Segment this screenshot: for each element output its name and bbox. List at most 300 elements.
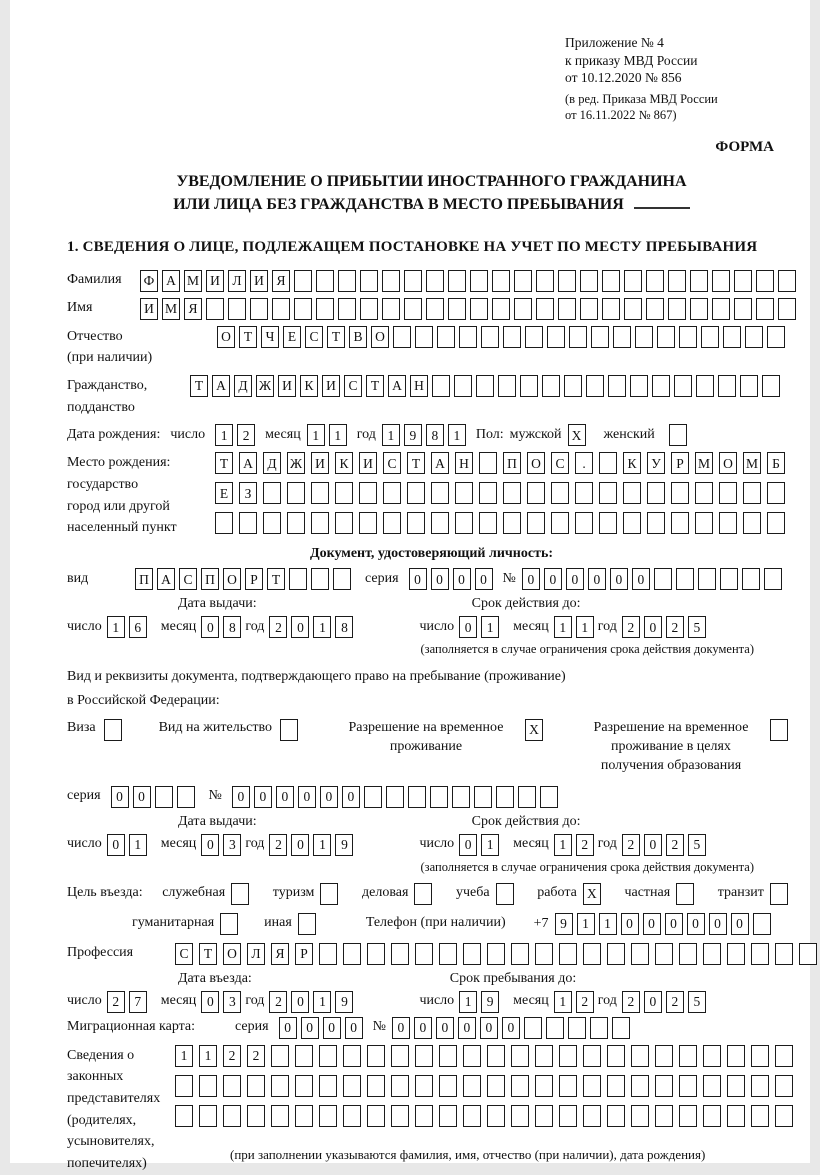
- char-box[interactable]: [631, 1105, 649, 1127]
- char-box[interactable]: [476, 375, 494, 397]
- char-box[interactable]: [655, 1105, 673, 1127]
- char-box[interactable]: 2: [237, 424, 255, 446]
- char-box[interactable]: [583, 1045, 601, 1067]
- char-box[interactable]: 1: [554, 616, 572, 638]
- char-box[interactable]: [415, 1045, 433, 1067]
- char-box[interactable]: [223, 1105, 241, 1127]
- char-box[interactable]: [319, 1075, 337, 1097]
- char-box[interactable]: [492, 270, 510, 292]
- char-box[interactable]: .: [575, 452, 593, 474]
- char-box[interactable]: 0: [392, 1017, 410, 1039]
- char-box[interactable]: 0: [323, 1017, 341, 1039]
- char-box[interactable]: И: [322, 375, 340, 397]
- char-box[interactable]: [228, 298, 246, 320]
- char-box[interactable]: [753, 913, 771, 935]
- char-box[interactable]: [239, 512, 257, 534]
- char-box[interactable]: [727, 1105, 745, 1127]
- char-box[interactable]: 1: [576, 616, 594, 638]
- char-box[interactable]: [607, 1105, 625, 1127]
- char-box[interactable]: [431, 512, 449, 534]
- char-box[interactable]: [404, 270, 422, 292]
- char-box[interactable]: Д: [234, 375, 252, 397]
- char-box[interactable]: А: [239, 452, 257, 474]
- char-box[interactable]: А: [388, 375, 406, 397]
- char-box[interactable]: [535, 1045, 553, 1067]
- char-box[interactable]: [215, 512, 233, 534]
- char-box[interactable]: [778, 298, 796, 320]
- char-box[interactable]: 1: [107, 616, 125, 638]
- char-box[interactable]: А: [212, 375, 230, 397]
- char-box[interactable]: С: [383, 452, 401, 474]
- char-box[interactable]: [575, 512, 593, 534]
- char-box[interactable]: [767, 512, 785, 534]
- char-box[interactable]: 0: [201, 616, 219, 638]
- char-box[interactable]: 0: [709, 913, 727, 935]
- char-box[interactable]: [590, 1017, 608, 1039]
- char-box[interactable]: И: [359, 452, 377, 474]
- char-box[interactable]: [569, 326, 587, 348]
- char-box[interactable]: [551, 512, 569, 534]
- char-box[interactable]: X: [583, 883, 601, 905]
- char-box[interactable]: [727, 943, 745, 965]
- char-box[interactable]: [624, 298, 642, 320]
- char-box[interactable]: [559, 1075, 577, 1097]
- char-box[interactable]: Ф: [140, 270, 158, 292]
- char-box[interactable]: 5: [688, 616, 706, 638]
- char-box[interactable]: [723, 326, 741, 348]
- char-box[interactable]: 2: [223, 1045, 241, 1067]
- char-box[interactable]: X: [568, 424, 586, 446]
- char-box[interactable]: Ж: [256, 375, 274, 397]
- char-box[interactable]: [751, 1105, 769, 1127]
- char-box[interactable]: Ж: [287, 452, 305, 474]
- char-box[interactable]: [703, 1045, 721, 1067]
- char-box[interactable]: 0: [453, 568, 471, 590]
- char-box[interactable]: [630, 375, 648, 397]
- char-box[interactable]: 3: [223, 834, 241, 856]
- char-box[interactable]: [247, 1105, 265, 1127]
- char-box[interactable]: [415, 326, 433, 348]
- char-box[interactable]: [263, 512, 281, 534]
- char-box[interactable]: 0: [566, 568, 584, 590]
- char-box[interactable]: [535, 943, 553, 965]
- char-box[interactable]: [607, 1075, 625, 1097]
- char-box[interactable]: 9: [404, 424, 422, 446]
- char-box[interactable]: [343, 1105, 361, 1127]
- char-box[interactable]: [575, 482, 593, 504]
- char-box[interactable]: Л: [247, 943, 265, 965]
- char-box[interactable]: [559, 1045, 577, 1067]
- char-box[interactable]: [439, 1045, 457, 1067]
- char-box[interactable]: [770, 883, 788, 905]
- char-box[interactable]: [474, 786, 492, 808]
- char-box[interactable]: 0: [111, 786, 129, 808]
- char-box[interactable]: [463, 1105, 481, 1127]
- char-box[interactable]: С: [305, 326, 323, 348]
- char-box[interactable]: [479, 512, 497, 534]
- char-box[interactable]: [439, 1075, 457, 1097]
- char-box[interactable]: 0: [254, 786, 272, 808]
- char-box[interactable]: 0: [276, 786, 294, 808]
- char-box[interactable]: [718, 375, 736, 397]
- char-box[interactable]: Л: [228, 270, 246, 292]
- char-box[interactable]: [367, 943, 385, 965]
- char-box[interactable]: 1: [329, 424, 347, 446]
- char-box[interactable]: [652, 375, 670, 397]
- char-box[interactable]: [647, 512, 665, 534]
- char-box[interactable]: [514, 298, 532, 320]
- char-box[interactable]: [414, 883, 432, 905]
- char-box[interactable]: [527, 482, 545, 504]
- char-box[interactable]: 0: [480, 1017, 498, 1039]
- char-box[interactable]: [727, 1075, 745, 1097]
- char-box[interactable]: [439, 943, 457, 965]
- char-box[interactable]: [612, 1017, 630, 1039]
- char-box[interactable]: [703, 943, 721, 965]
- char-box[interactable]: 7: [129, 991, 147, 1013]
- char-box[interactable]: С: [551, 452, 569, 474]
- char-box[interactable]: [503, 326, 521, 348]
- char-box[interactable]: 0: [291, 834, 309, 856]
- char-box[interactable]: [295, 1075, 313, 1097]
- char-box[interactable]: П: [201, 568, 219, 590]
- char-box[interactable]: О: [527, 452, 545, 474]
- char-box[interactable]: [271, 1075, 289, 1097]
- char-box[interactable]: [657, 326, 675, 348]
- char-box[interactable]: [520, 375, 538, 397]
- char-box[interactable]: 1: [313, 991, 331, 1013]
- char-box[interactable]: И: [278, 375, 296, 397]
- char-box[interactable]: [671, 482, 689, 504]
- char-box[interactable]: [767, 482, 785, 504]
- char-box[interactable]: 6: [129, 616, 147, 638]
- char-box[interactable]: [695, 512, 713, 534]
- char-box[interactable]: [542, 375, 560, 397]
- char-box[interactable]: [338, 270, 356, 292]
- char-box[interactable]: [583, 1075, 601, 1097]
- char-box[interactable]: [487, 1105, 505, 1127]
- char-box[interactable]: Е: [215, 482, 233, 504]
- char-box[interactable]: [535, 1105, 553, 1127]
- char-box[interactable]: О: [719, 452, 737, 474]
- char-box[interactable]: X: [525, 719, 543, 741]
- char-box[interactable]: 0: [687, 913, 705, 935]
- char-box[interactable]: [470, 298, 488, 320]
- char-box[interactable]: 0: [621, 913, 639, 935]
- char-box[interactable]: Т: [190, 375, 208, 397]
- char-box[interactable]: [591, 326, 609, 348]
- char-box[interactable]: 0: [345, 1017, 363, 1039]
- char-box[interactable]: [319, 1105, 337, 1127]
- char-box[interactable]: И: [206, 270, 224, 292]
- char-box[interactable]: [770, 719, 788, 741]
- char-box[interactable]: М: [184, 270, 202, 292]
- char-box[interactable]: [470, 270, 488, 292]
- char-box[interactable]: 2: [622, 991, 640, 1013]
- char-box[interactable]: [623, 512, 641, 534]
- char-box[interactable]: О: [223, 568, 241, 590]
- char-box[interactable]: [503, 482, 521, 504]
- char-box[interactable]: [613, 326, 631, 348]
- char-box[interactable]: [775, 943, 793, 965]
- char-box[interactable]: [175, 1075, 193, 1097]
- char-box[interactable]: [698, 568, 716, 590]
- char-box[interactable]: 0: [436, 1017, 454, 1039]
- char-box[interactable]: [287, 512, 305, 534]
- char-box[interactable]: [668, 298, 686, 320]
- char-box[interactable]: 1: [448, 424, 466, 446]
- char-box[interactable]: [391, 943, 409, 965]
- char-box[interactable]: [359, 512, 377, 534]
- char-box[interactable]: [631, 1075, 649, 1097]
- char-box[interactable]: [104, 719, 122, 741]
- char-box[interactable]: 0: [431, 568, 449, 590]
- char-box[interactable]: [778, 270, 796, 292]
- char-box[interactable]: [756, 270, 774, 292]
- char-box[interactable]: [679, 1045, 697, 1067]
- char-box[interactable]: Т: [199, 943, 217, 965]
- char-box[interactable]: 5: [688, 834, 706, 856]
- char-box[interactable]: 8: [223, 616, 241, 638]
- char-box[interactable]: [206, 298, 224, 320]
- char-box[interactable]: [727, 1045, 745, 1067]
- char-box[interactable]: [583, 943, 601, 965]
- char-box[interactable]: [624, 270, 642, 292]
- char-box[interactable]: 0: [291, 991, 309, 1013]
- char-box[interactable]: [364, 786, 382, 808]
- char-box[interactable]: 0: [107, 834, 125, 856]
- char-box[interactable]: 0: [232, 786, 250, 808]
- char-box[interactable]: Д: [263, 452, 281, 474]
- char-box[interactable]: [407, 512, 425, 534]
- char-box[interactable]: [463, 943, 481, 965]
- char-box[interactable]: [720, 568, 738, 590]
- char-box[interactable]: [360, 298, 378, 320]
- char-box[interactable]: 2: [666, 834, 684, 856]
- char-box[interactable]: [199, 1105, 217, 1127]
- char-box[interactable]: 0: [459, 834, 477, 856]
- char-box[interactable]: 0: [644, 991, 662, 1013]
- char-box[interactable]: [631, 943, 649, 965]
- char-box[interactable]: С: [344, 375, 362, 397]
- char-box[interactable]: Я: [271, 943, 289, 965]
- char-box[interactable]: [496, 883, 514, 905]
- char-box[interactable]: [719, 482, 737, 504]
- char-box[interactable]: [386, 786, 404, 808]
- char-box[interactable]: [223, 1075, 241, 1097]
- char-box[interactable]: Р: [671, 452, 689, 474]
- char-box[interactable]: 2: [269, 616, 287, 638]
- char-box[interactable]: 9: [555, 913, 573, 935]
- char-box[interactable]: [431, 482, 449, 504]
- char-box[interactable]: [518, 786, 536, 808]
- char-box[interactable]: 0: [475, 568, 493, 590]
- char-box[interactable]: [607, 943, 625, 965]
- char-box[interactable]: [367, 1105, 385, 1127]
- char-box[interactable]: [271, 1105, 289, 1127]
- char-box[interactable]: [536, 270, 554, 292]
- char-box[interactable]: 2: [666, 616, 684, 638]
- char-box[interactable]: 0: [610, 568, 628, 590]
- char-box[interactable]: [551, 482, 569, 504]
- char-box[interactable]: [745, 326, 763, 348]
- char-box[interactable]: [367, 1045, 385, 1067]
- char-box[interactable]: [676, 883, 694, 905]
- char-box[interactable]: Р: [245, 568, 263, 590]
- char-box[interactable]: 2: [269, 991, 287, 1013]
- char-box[interactable]: [511, 1045, 529, 1067]
- char-box[interactable]: [426, 270, 444, 292]
- char-box[interactable]: [775, 1105, 793, 1127]
- char-box[interactable]: [294, 298, 312, 320]
- char-box[interactable]: [599, 452, 617, 474]
- char-box[interactable]: Т: [267, 568, 285, 590]
- char-box[interactable]: 0: [588, 568, 606, 590]
- char-box[interactable]: О: [371, 326, 389, 348]
- char-box[interactable]: [580, 270, 598, 292]
- char-box[interactable]: [316, 270, 334, 292]
- char-box[interactable]: 0: [298, 786, 316, 808]
- char-box[interactable]: 0: [201, 991, 219, 1013]
- char-box[interactable]: [756, 298, 774, 320]
- char-box[interactable]: [743, 512, 761, 534]
- char-box[interactable]: 0: [632, 568, 650, 590]
- char-box[interactable]: [295, 1045, 313, 1067]
- char-box[interactable]: [568, 1017, 586, 1039]
- char-box[interactable]: 2: [107, 991, 125, 1013]
- char-box[interactable]: 8: [426, 424, 444, 446]
- char-box[interactable]: [602, 298, 620, 320]
- char-box[interactable]: П: [135, 568, 153, 590]
- char-box[interactable]: [599, 482, 617, 504]
- char-box[interactable]: [679, 1075, 697, 1097]
- char-box[interactable]: [247, 1075, 265, 1097]
- char-box[interactable]: [547, 326, 565, 348]
- char-box[interactable]: С: [179, 568, 197, 590]
- char-box[interactable]: [655, 943, 673, 965]
- char-box[interactable]: [220, 913, 238, 935]
- char-box[interactable]: [391, 1105, 409, 1127]
- char-box[interactable]: [631, 1045, 649, 1067]
- char-box[interactable]: 1: [554, 834, 572, 856]
- char-box[interactable]: К: [623, 452, 641, 474]
- char-box[interactable]: [455, 512, 473, 534]
- char-box[interactable]: О: [223, 943, 241, 965]
- char-box[interactable]: [583, 1105, 601, 1127]
- char-box[interactable]: Я: [272, 270, 290, 292]
- char-box[interactable]: 0: [201, 834, 219, 856]
- char-box[interactable]: [250, 298, 268, 320]
- char-box[interactable]: 9: [335, 991, 353, 1013]
- char-box[interactable]: 1: [215, 424, 233, 446]
- char-box[interactable]: [343, 1075, 361, 1097]
- char-box[interactable]: 1: [382, 424, 400, 446]
- char-box[interactable]: [674, 375, 692, 397]
- char-box[interactable]: Б: [767, 452, 785, 474]
- char-box[interactable]: А: [157, 568, 175, 590]
- char-box[interactable]: 0: [320, 786, 338, 808]
- char-box[interactable]: [407, 482, 425, 504]
- char-box[interactable]: [712, 270, 730, 292]
- char-box[interactable]: 2: [622, 834, 640, 856]
- char-box[interactable]: [287, 482, 305, 504]
- char-box[interactable]: [676, 568, 694, 590]
- char-box[interactable]: 0: [665, 913, 683, 935]
- char-box[interactable]: [333, 568, 351, 590]
- char-box[interactable]: [295, 1105, 313, 1127]
- char-box[interactable]: [799, 943, 817, 965]
- char-box[interactable]: 9: [335, 834, 353, 856]
- char-box[interactable]: 2: [622, 616, 640, 638]
- char-box[interactable]: [404, 298, 422, 320]
- char-box[interactable]: [690, 298, 708, 320]
- char-box[interactable]: [382, 298, 400, 320]
- char-box[interactable]: М: [743, 452, 761, 474]
- char-box[interactable]: [679, 326, 697, 348]
- char-box[interactable]: [455, 482, 473, 504]
- char-box[interactable]: [646, 270, 664, 292]
- char-box[interactable]: [432, 375, 450, 397]
- char-box[interactable]: [311, 512, 329, 534]
- char-box[interactable]: [751, 1075, 769, 1097]
- char-box[interactable]: 1: [481, 834, 499, 856]
- char-box[interactable]: [608, 375, 626, 397]
- char-box[interactable]: И: [250, 270, 268, 292]
- char-box[interactable]: [454, 375, 472, 397]
- char-box[interactable]: 2: [269, 834, 287, 856]
- char-box[interactable]: [703, 1105, 721, 1127]
- char-box[interactable]: 0: [133, 786, 151, 808]
- char-box[interactable]: [751, 1045, 769, 1067]
- char-box[interactable]: 0: [458, 1017, 476, 1039]
- char-box[interactable]: 1: [481, 616, 499, 638]
- char-box[interactable]: [335, 512, 353, 534]
- char-box[interactable]: [311, 482, 329, 504]
- char-box[interactable]: М: [695, 452, 713, 474]
- char-box[interactable]: 1: [175, 1045, 193, 1067]
- char-box[interactable]: [655, 1045, 673, 1067]
- char-box[interactable]: [719, 512, 737, 534]
- char-box[interactable]: И: [140, 298, 158, 320]
- char-box[interactable]: 0: [342, 786, 360, 808]
- char-box[interactable]: Р: [295, 943, 313, 965]
- char-box[interactable]: Т: [215, 452, 233, 474]
- char-box[interactable]: [479, 482, 497, 504]
- char-box[interactable]: [338, 298, 356, 320]
- char-box[interactable]: [558, 270, 576, 292]
- char-box[interactable]: [655, 1075, 673, 1097]
- char-box[interactable]: [360, 270, 378, 292]
- char-box[interactable]: [319, 943, 337, 965]
- char-box[interactable]: [271, 1045, 289, 1067]
- char-box[interactable]: [669, 424, 687, 446]
- char-box[interactable]: П: [503, 452, 521, 474]
- char-box[interactable]: [580, 298, 598, 320]
- char-box[interactable]: [448, 270, 466, 292]
- char-box[interactable]: [623, 482, 641, 504]
- char-box[interactable]: [511, 1105, 529, 1127]
- char-box[interactable]: [527, 512, 545, 534]
- char-box[interactable]: [463, 1075, 481, 1097]
- char-box[interactable]: З: [239, 482, 257, 504]
- char-box[interactable]: 0: [731, 913, 749, 935]
- char-box[interactable]: [383, 482, 401, 504]
- char-box[interactable]: [199, 1075, 217, 1097]
- char-box[interactable]: [298, 913, 316, 935]
- char-box[interactable]: [415, 943, 433, 965]
- char-box[interactable]: С: [175, 943, 193, 965]
- char-box[interactable]: 0: [414, 1017, 432, 1039]
